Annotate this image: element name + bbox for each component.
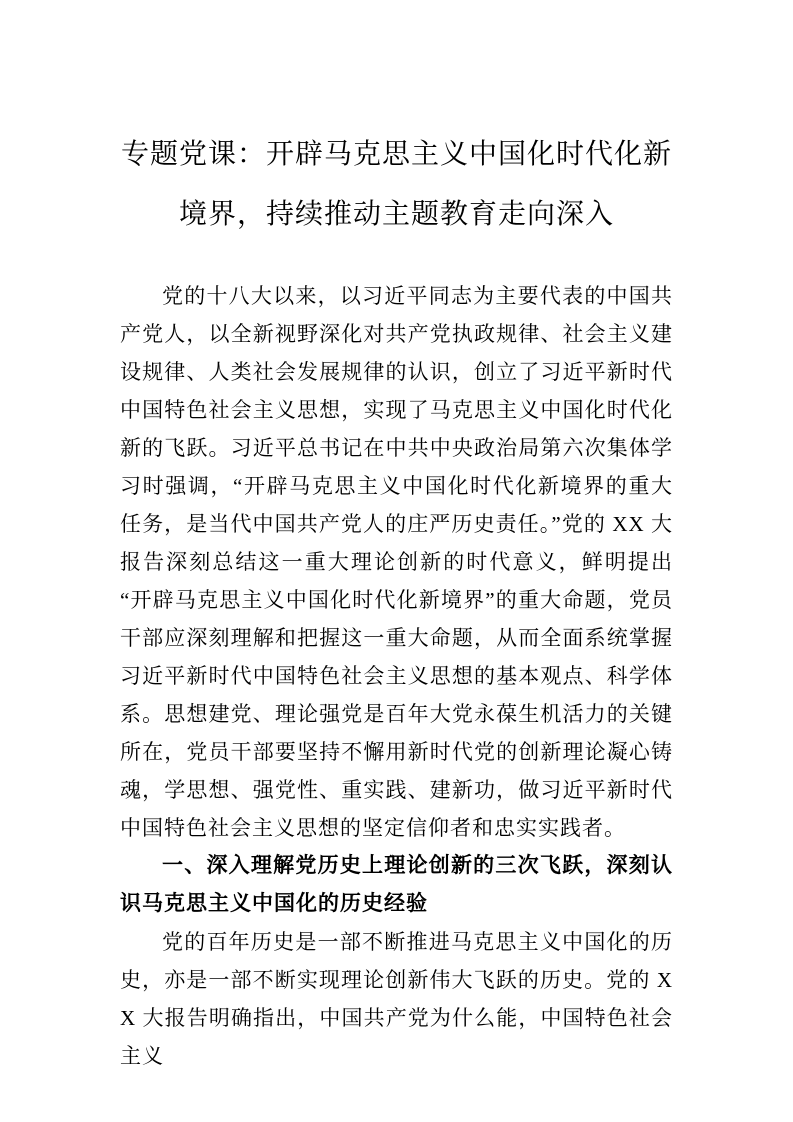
section-1-heading: 一、深入理解党历史上理论创新的三次飞跃，深刻认识马克思主义中国化的历史经验 <box>120 854 673 915</box>
intro-paragraph: 党的十八大以来，以习近平同志为主要代表的中国共产党人，以全新视野深化对共产党执政规律、社会主义建设规律、人类社会发展规律的认识，创立了习近平新时代中国特色社会主义思想，实现了马克思主义中国化时代化新的飞跃。习近平总书记在中共中央政治局第六次集体学习时强调，“开辟马克思主义中国化时代化新境界的重大任务，是当代中国共产党人的庄严历史责任。”党的 XX 大报告深刻总结这一重大理论创新的时代意义，鲜明提出“开辟马克思主义中国化时代化新境界”的重大命题，党员干部应深刻理解和把握这一重大命题，从而全面系统掌握习近平新时代中国特色社会主义思想的基本观点、科学体系。思想建党、理论强党是百年大党永葆生机活力的关键所在，党员干部要坚持不懈用新时代党的创新理论凝心铸魂，学思想、强党性、重实践、建新功，做习近平新时代中国特色社会主义思想的坚定信仰者和忠实实践者。 <box>120 284 673 840</box>
document-title: 专题党课：开辟马克思主义中国化时代化新境界，持续推动主题教育走向深入 <box>120 139 672 230</box>
section-1-paragraph: 党的百年历史是一部不断推进马克思主义中国化的历史，亦是一部不断实现理论创新伟大飞跃的历史。党的 XX 大报告明确指出，中国共产党为什么能，中国特色社会主义 <box>120 930 673 1068</box>
